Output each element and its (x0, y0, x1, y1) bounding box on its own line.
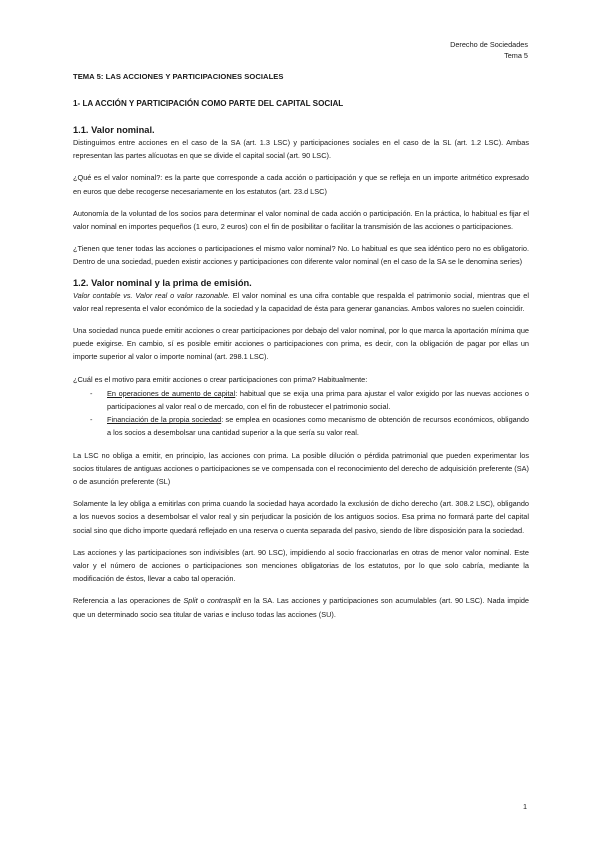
list-item (73, 413, 529, 439)
list-item (73, 387, 529, 413)
paragraph-text: Referencia a las operaciones de (73, 596, 184, 606)
header-topic: Tema 5 (504, 51, 528, 60)
subsection-2-title: 1.2. Valor nominal y la prima de emisión. (73, 277, 252, 288)
paragraph: Distinguimos entre acciones en el caso de la SA (art. 1.3 LSC) y participaciones sociales en el caso de la SL (art. 1.2 LSC). Ambas representan las partes alícuotas en que se divide el capital social (art. 90 LSC). (73, 138, 529, 161)
page-number: 1 (522, 802, 527, 811)
dash-bullet: - (90, 388, 93, 398)
paragraph-text: El valor nominal es una cifra contable que respalda el patrimonio social, mientras que el valor real representa el valor económico de la sociedad y la capacidad de ésta para generar ganancias. Ambos valores no suelen coincidir. (73, 290, 529, 313)
paragraph-text: o (197, 596, 208, 606)
paragraph: Solamente la ley obliga a emitirlas con prima cuando la sociedad haya acordado la exclusión de dicho derecho (art. 308.2 LSC), obligando a los nuevos socios a desembolsar el valor real y sin perjudicar la posición de los antiguos socios. Esa prima no formará parte del capital social sino que dicho importe quedará reflejado en una reserva o cuenta separada del pasivo, siendo de libre disposición para la sociedad. (73, 499, 529, 535)
paragraph (73, 594, 529, 620)
paragraph-text: en la SA. Las acciones y participaciones son acumulables (art. 90 LSC). Nada impide que un determinado socio sea titular de varias e incluso todas las acciones (SU). (73, 596, 529, 619)
list-term: En operaciones de aumento de capital (107, 388, 236, 398)
italic-phrase: Valor contable vs. Valor real o valor razonable. (73, 290, 230, 300)
list-term: Financiación de la propia sociedad (107, 415, 222, 425)
paragraph (73, 289, 529, 315)
dash-bullet: - (90, 415, 93, 425)
topic-title: TEMA 5: LAS ACCIONES Y PARTICIPACIONES SOCIALES (73, 72, 284, 81)
subsection-1-title: 1.1. Valor nominal. (73, 125, 155, 135)
italic-term-contrasplit: contrasplit (207, 596, 241, 606)
section-heading: 1- LA ACCIÓN Y PARTICIPACIÓN COMO PARTE DEL CAPITAL SOCIAL (73, 99, 344, 108)
header-course: Derecho de Sociedades (450, 40, 528, 49)
italic-term-split: Split (183, 596, 198, 606)
paragraph: ¿Cuál es el motivo para emitir acciones o crear participaciones con prima? Habitualmente: (73, 374, 368, 384)
list-text: : se emplea en ocasiones como mecanismo de obtención de recursos económicos, obligando a los socios a desembolsar una cantidad superior a la que sería su valor real. (107, 415, 529, 438)
paragraph: ¿Tienen que tener todas las acciones o participaciones el mismo valor nominal? No. Lo habitual es que sea idéntico pero no es obligatorio. Dentro de una sociedad, pueden existir acciones y participaciones con diferente valor nominal (en el caso de la SA se le denomina series) (73, 244, 529, 267)
paragraph: ¿Qué es el valor nominal?: es la parte que corresponde a cada acción o participación y que se refleja en un importe aritmético expresado en euros que debe recogerse necesariamente en los estatutos (art. 23.d LSC) (73, 173, 529, 196)
running-header (450, 39, 528, 61)
paragraph: Las acciones y las participaciones son indivisibles (art. 90 LSC), impidiendo al socio fraccionarlas en otras de menor valor nominal. Este valor y el número de acciones o participaciones son menciones obligatorias de los estatutos, por lo que solo cabría, mediante la modificación de éstos, llevar a cabo tal operación. (73, 547, 529, 584)
paragraph: Una sociedad nunca puede emitir acciones o crear participaciones por debajo del valor nominal, por lo que marca la aportación mínima que puede exigirse. En cambio, sí es posible emitir acciones o participaciones con prima, es decir, con la obligación de pagar por ellas un importe superior al valor o importe nominal (art. 298.1 LSC). (73, 326, 529, 362)
paragraph: Autonomía de la voluntad de los socios para determinar el valor nominal de cada acción o participación. En la práctica, lo habitual es fijar el valor nominal en importes pequeños (1 euro, 2 euros) con el fin de posibilitar o facilitar la transmisión de las acciones o participaciones. (73, 208, 529, 232)
page-body (73, 72, 529, 630)
list-text: : habitual que se exija una prima para ajustar el valor exigido por las nuevas acciones o participaciones al valor real o de mercado, con el fin de robustecer el patrimonio social. (107, 388, 529, 412)
paragraph: La LSC no obliga a emitir, en principio, las acciones con prima. La posible dilución o pérdida patrimonial que pueden experimentar los socios titulares de antiguas acciones o participaciones se ve compensada con el reconocimiento del derecho de adquisición preferente (SA) o de asunción preferente (SL) (73, 450, 529, 487)
reasons-list (73, 387, 529, 440)
